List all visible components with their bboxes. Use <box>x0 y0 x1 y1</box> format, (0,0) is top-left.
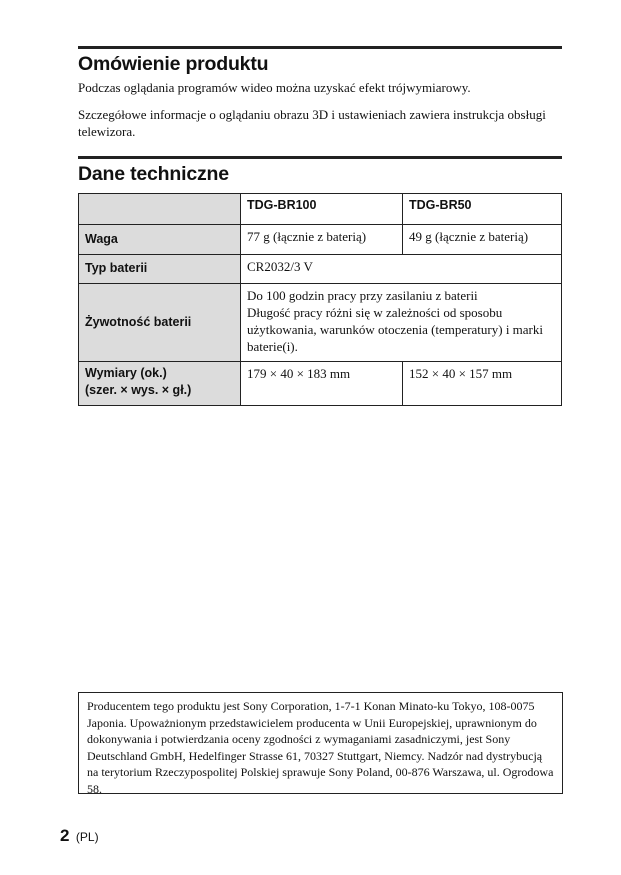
battery-life-line1: Do 100 godzin pracy przy zasilaniu z baterii <box>247 288 478 303</box>
specs-table <box>78 193 562 406</box>
overview-paragraph-1: Podczas oglądania programów wideo można uzyskać efekt trójwymiarowy. <box>78 80 471 95</box>
overview-paragraph-2: Szczegółowe informacje o oglądaniu obrazu 3D i ustawieniach zawiera instrukcja obsługi telewizora. <box>78 107 546 139</box>
battery-life-label: Żywotność baterii <box>79 284 241 362</box>
dimensions-br50: 152 × 40 × 157 mm <box>403 362 562 406</box>
specs-row-dimensions <box>79 362 562 406</box>
specs-section <box>78 156 562 186</box>
manufacturer-notice-box <box>78 692 563 794</box>
weight-br100: 77 g (łącznie z baterią) <box>241 225 403 255</box>
overview-title: Omówienie produktu <box>78 53 269 75</box>
page-number <box>60 826 99 846</box>
specs-header-corner <box>79 194 241 225</box>
dimensions-br100: 179 × 40 × 183 mm <box>241 362 403 406</box>
page-language: (PL) <box>75 830 99 844</box>
dimensions-label-line2: (szer. × wys. × gł.) <box>85 383 192 397</box>
dimensions-label-line1: Wymiary (ok.) <box>85 366 167 380</box>
battery-type-label: Typ baterii <box>79 255 241 284</box>
specs-row-battery-type <box>79 255 562 284</box>
page-number-value: 2 <box>60 826 70 845</box>
specs-header-br50: TDG-BR50 <box>403 194 562 225</box>
manufacturer-notice-text: Producentem tego produktu jest Sony Corporation, 1-7-1 Konan Minato-ku Tokyo, 108-0075 Japonia. Upoważnionym przedstawicielem producenta w Unii Europejskiej, uprawnionym do dokonywania i potwierdzania oceny zgodności z wymaganiami zasadniczymi, jest Sony Deutschland GmbH, Hedelfinger Strasse 61, 70327 Stuttgart, Niemcy. Nadzór nad dystrybucją na terytorium Rzeczypospolitej Polskiej sprawuje Sony Poland, 00-876 Warszawa, ul. Ogrodowa 58. <box>87 699 554 796</box>
specs-row-battery-life <box>79 284 562 362</box>
overview-section <box>78 46 562 140</box>
dimensions-label <box>79 362 241 406</box>
weight-br50: 49 g (łącznie z baterią) <box>403 225 562 255</box>
weight-label: Waga <box>79 225 241 255</box>
battery-type-value: CR2032/3 V <box>241 255 562 284</box>
specs-header-br100: TDG-BR100 <box>241 194 403 225</box>
battery-life-line2: Długość pracy różni się w zależności od sposobu użytkowania, warunków otoczenia (temperatury) i marki baterie(i). <box>247 305 543 354</box>
specs-header-row <box>79 194 562 225</box>
specs-title: Dane techniczne <box>78 163 229 185</box>
battery-life-value <box>241 284 562 362</box>
specs-row-weight <box>79 225 562 255</box>
